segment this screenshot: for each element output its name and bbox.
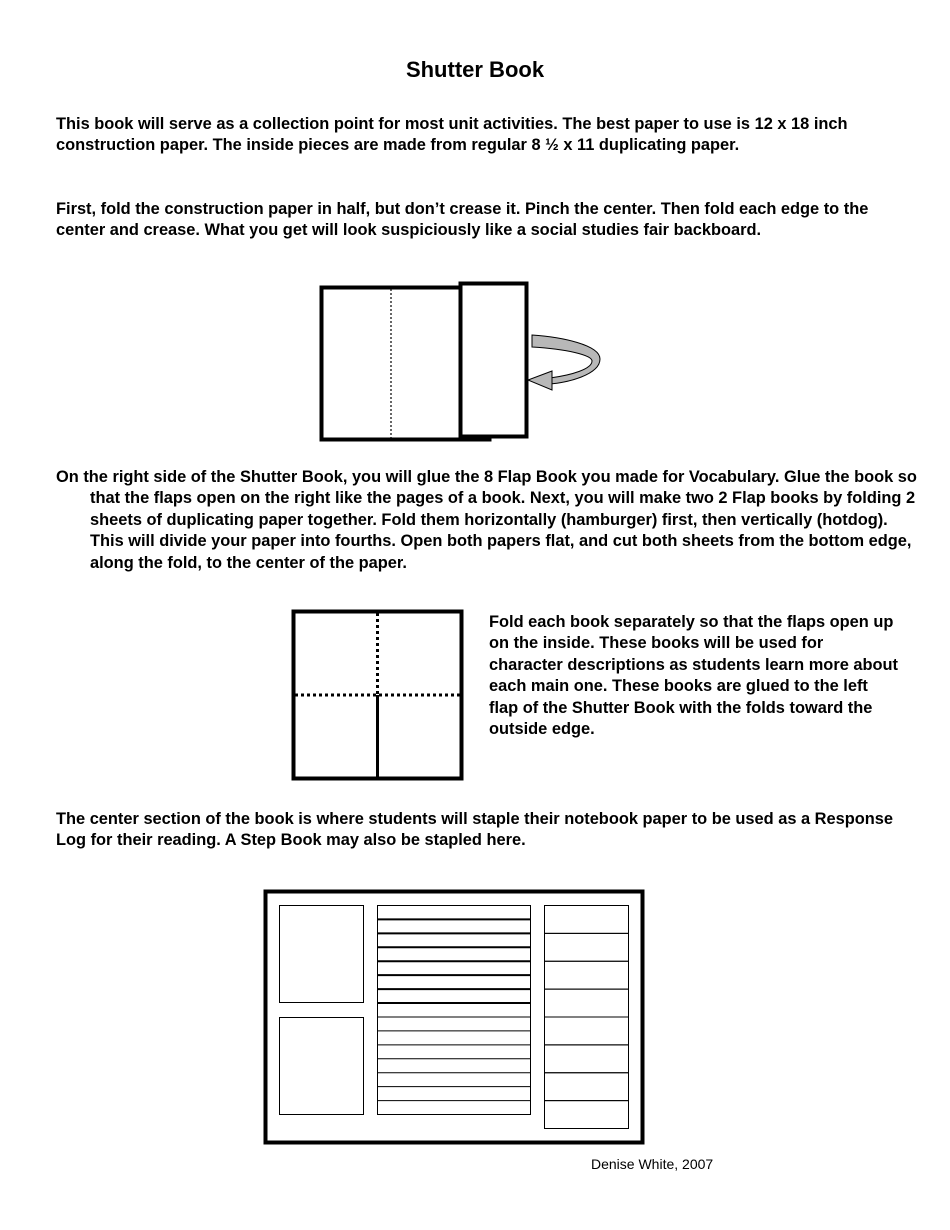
left-flap-book-top: [280, 906, 364, 1003]
fold-instructions-paragraph: First, fold the construction paper in half, but don’t crease it. Pinch the center. Then fold each edge to the center and crease. What you get will look suspiciously like a social studies fair backboard.: [56, 200, 869, 240]
author-credit: Denise White, 2007: [591, 1156, 714, 1172]
vocabulary-flap: [545, 933, 629, 961]
cut-diagram: [285, 603, 470, 788]
notebook-paper-frame: [378, 906, 531, 1115]
folded-edge-flap: [461, 284, 527, 437]
layout-diagram: [258, 882, 653, 1152]
intro-paragraph: This book will serve as a collection point for most unit activities. The best paper to use is 12 x 18 inch construction paper. The inside pieces are made from regular 8 ½ x 11 duplicating paper.: [56, 115, 848, 155]
vocabulary-flap: [545, 1101, 629, 1129]
vocabulary-flap: [545, 1017, 629, 1045]
fold-diagram: [310, 275, 610, 450]
left-flap-book-bottom: [280, 1018, 364, 1115]
vocabulary-flap: [545, 906, 629, 934]
center-section-paragraph: The center section of the book is where students will staple their notebook paper to be used as a Response Log for their reading. A Step Book may also be stapled here.: [56, 810, 894, 850]
flap-books-paragraph: Fold each book separately so that the flaps open up on the inside. These books will be used for character descriptions as students learn more about each main one. These books are glued to the left flap of the Shutter Book with the folds toward the outside edge.: [489, 613, 898, 739]
vocabulary-flap: [545, 1073, 629, 1101]
vocabulary-flap-book: [545, 906, 629, 1129]
notebook-paper-lines: [378, 906, 531, 1115]
vocabulary-flap: [545, 961, 629, 989]
vocabulary-flap: [545, 989, 629, 1017]
page-title: Shutter Book: [405, 57, 545, 82]
vocabulary-flap: [545, 1045, 629, 1073]
fold-arrow-icon: [528, 335, 600, 390]
right-side-paragraph: On the right side of the Shutter Book, you will glue the 8 Flap Book you made for Vocabulary. Glue the book so that the flaps open on the right like the pages of a book. Next, you will make two 2 Flap books by folding 2 sheets of duplicating paper together. Fold them horizontally (hamburger) first, then vertically (hotdog). This will divide your paper into fourths. Open both papers flat, and cut both sheets from the bottom edge, along the fold, to the center of the paper.: [56, 468, 917, 572]
